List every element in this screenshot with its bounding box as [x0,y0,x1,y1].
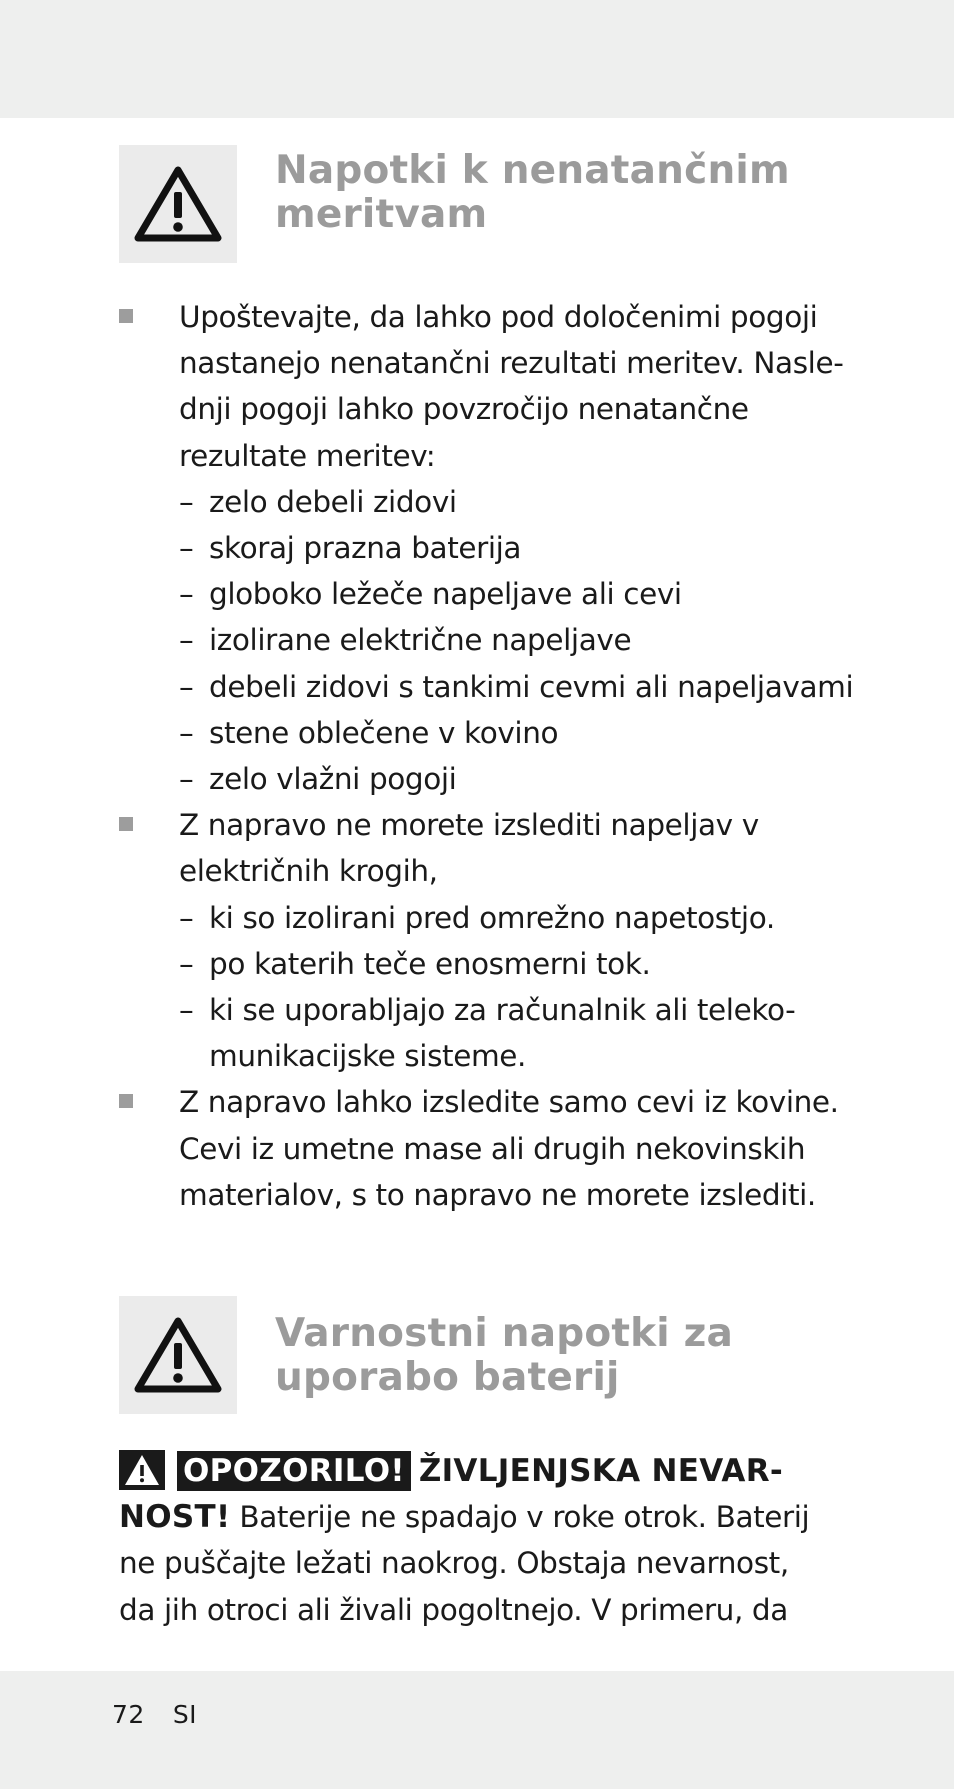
sub-item: – globoko ležeče napeljave ali cevi [179,577,682,612]
warning-triangle-icon [119,1296,237,1414]
warning-heading: ŽIVLJENJSKA NEVAR- [418,1453,784,1489]
section-title-line: meritvam [275,192,488,237]
text-line [119,1494,839,1540]
section-title-line: Napotki k nenatančnim [275,148,790,193]
sub-item-text: ki so izolirani pred omrežno napetostjo. [209,900,775,935]
sub-item-text: zelo debeli zidovi [209,484,457,519]
sub-item: – ki so izolirani pred omrežno napetostjo. [179,900,775,935]
section-title-line: Varnostni napotki za [275,1311,734,1356]
section-title [275,149,790,237]
page-footer [112,1700,225,1729]
warning-heading: NOST! [119,1499,231,1536]
sub-item-text: skoraj prazna baterija [209,531,522,566]
list-item [119,802,839,1079]
text-line: rezultate meritev: [179,438,436,473]
section-title-line: uporabo baterij [275,1355,620,1400]
warning-label-badge: OPOZORILO! [177,1451,411,1491]
sub-item-text: izolirane električne napeljave [209,623,632,658]
warning-badge-icon [119,1450,165,1490]
sub-item: – zelo debeli zidovi [179,484,457,519]
warning-paragraph [119,1448,839,1633]
bullet-square-icon [119,817,133,831]
sub-item: – zelo vlažni pogoji [179,762,457,797]
warning-text: Baterije ne spadajo v roke otrok. Baterij [230,1500,810,1535]
bullet-square-icon [119,1094,133,1108]
text-line: nastanejo nenatančni rezultati meritev. Nasle- [179,346,844,381]
sub-item-text: stene oblečene v kovino [209,715,559,750]
list-item [119,294,854,802]
sub-item-text: zelo vlažni pogoji [209,762,457,797]
page-number: 72 [112,1700,145,1729]
top-band [0,0,954,118]
sub-item: – stene oblečene v kovino [179,715,559,750]
text-line: da jih otroci ali živali pogoltnejo. V primeru, da [119,1592,788,1627]
notes-list [119,294,854,1218]
warning-heading-line [119,1448,839,1494]
language-code: SI [172,1700,198,1729]
section-header-inaccurate-measurements [119,145,790,263]
sub-item-text: ki se uporabljajo za računalnik ali teleko- [209,993,796,1028]
text-line: ne puščajte ležati naokrog. Obstaja nevarnost, [119,1546,789,1581]
sub-item-text: debeli zidovi s tankimi cevmi ali napeljavami [209,669,854,704]
text-line: Upoštevajte, da lahko pod določenimi pogoji [179,300,818,334]
sub-item-text: po katerih teče enosmerni tok. [209,946,651,981]
sub-item-continuation: munikacijske sisteme. [209,1039,527,1074]
list-item [119,1079,839,1218]
sub-item: – ki se uporabljajo za računalnik ali teleko- [179,993,796,1028]
text-line: materialov, s to napravo ne morete izslediti. [179,1177,816,1212]
bottom-band [0,1671,954,1789]
sub-item: – skoraj prazna baterija [179,531,522,566]
text-line: dnji pogoji lahko povzročijo nenatančne [179,392,749,427]
text-line: Z napravo lahko izsledite samo cevi iz kovine. [179,1085,839,1120]
section-header-battery-safety [119,1296,733,1414]
sub-item-text: globoko ležeče napeljave ali cevi [209,577,682,612]
bullet-square-icon [119,309,133,323]
text-line: Z napravo ne morete izslediti napeljav v [179,808,759,843]
text-line: Cevi iz umetne mase ali drugih nekovinskih [179,1131,806,1166]
sub-item: – izolirane električne napeljave [179,623,632,658]
sub-item: – po katerih teče enosmerni tok. [179,946,651,981]
text-line: električnih krogih, [179,854,438,889]
warning-triangle-icon [119,145,237,263]
sub-item: – debeli zidovi s tankimi cevmi ali napeljavami [179,669,854,704]
section-title [275,1312,733,1400]
